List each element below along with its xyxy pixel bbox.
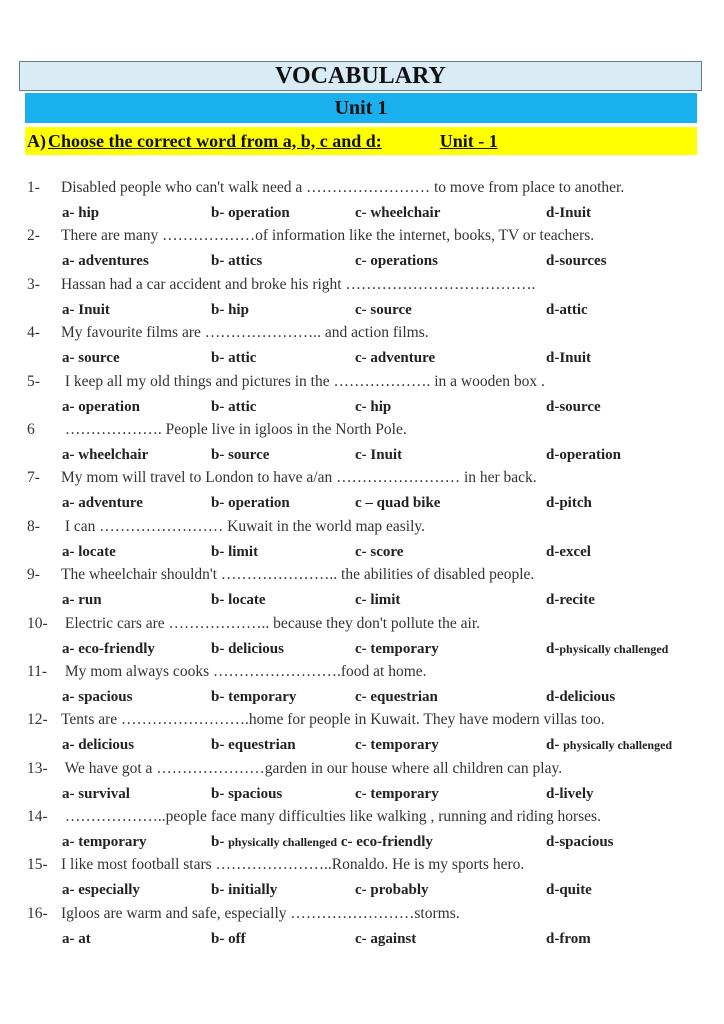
option-c[interactable]: c- score xyxy=(355,543,404,560)
option-d-small: physically challenged xyxy=(559,641,669,656)
question-number: 7- xyxy=(27,469,40,487)
option-c[interactable]: c- hip xyxy=(355,398,392,415)
option-b[interactable]: b- hip xyxy=(211,301,249,318)
option-b-small: physically challenged xyxy=(228,835,338,850)
question-item xyxy=(0,466,724,514)
option-c[interactable]: c- temporary xyxy=(355,640,439,657)
question-text: Tents are …………………….home for people in Kuwait. They have modern villas too. xyxy=(61,711,605,729)
question-item xyxy=(0,224,724,272)
option-b-prefix: b- xyxy=(211,834,229,851)
question-text: The wheelchair shouldn't ………………….. the abilities of disabled people. xyxy=(61,566,535,584)
question-line xyxy=(27,853,707,877)
question-number: 5- xyxy=(27,372,40,390)
option-d[interactable] xyxy=(546,638,668,660)
title-text: VOCABULARY xyxy=(275,62,446,89)
options-row xyxy=(0,831,724,853)
question-text: Disabled people who can't walk need a …………………… to move from place to another. xyxy=(61,179,625,196)
question-number: 1- xyxy=(27,179,40,196)
option-a[interactable]: a- wheelchair xyxy=(62,446,149,463)
option-d[interactable]: d-pitch xyxy=(546,495,592,512)
question-number: 10- xyxy=(27,614,48,632)
option-d[interactable]: d-sources xyxy=(546,253,607,270)
options-row xyxy=(0,250,724,272)
question-item xyxy=(0,515,724,563)
section-label: A) xyxy=(27,130,46,151)
question-line xyxy=(27,757,707,781)
question-line xyxy=(27,612,707,636)
option-a[interactable]: a- spacious xyxy=(62,688,133,705)
question-text: There are many ………………of information like the internet, books, TV or teachers. xyxy=(61,227,595,245)
question-number: 4- xyxy=(27,324,40,342)
option-c[interactable]: c- operations xyxy=(355,253,438,270)
question-item xyxy=(0,321,724,369)
options-row xyxy=(0,202,724,224)
question-line xyxy=(27,563,707,587)
options-row xyxy=(0,928,724,950)
question-line xyxy=(27,370,707,394)
question-line xyxy=(27,902,707,926)
question-text: Hassan had a car accident and broke his right ………………………………. xyxy=(61,275,536,293)
question-list xyxy=(0,176,724,950)
option-c[interactable]: c- probably xyxy=(355,882,429,899)
option-b[interactable]: b- limit xyxy=(211,543,259,560)
unit-text: Unit 1 xyxy=(334,96,388,119)
option-a[interactable]: a- Inuit xyxy=(62,301,110,318)
question-number: 6 xyxy=(27,420,35,438)
question-number: 12- xyxy=(27,711,48,729)
question-text: My mom always cooks …………………….food at home. xyxy=(61,662,427,680)
option-a[interactable]: a- locate xyxy=(62,543,116,560)
option-b[interactable]: b- locate xyxy=(211,592,266,609)
question-item xyxy=(0,612,724,660)
option-d-prefix: d- xyxy=(546,737,564,754)
question-item xyxy=(0,660,724,708)
options-row xyxy=(0,492,724,514)
unit-banner xyxy=(25,93,697,123)
option-b[interactable]: b- source xyxy=(211,446,270,463)
question-text: Electric cars are ……………….. because they don't pollute the air. xyxy=(61,614,480,632)
option-d[interactable]: d-attic xyxy=(546,301,588,318)
option-d[interactable]: d-Inuit xyxy=(546,205,592,221)
options-row xyxy=(0,444,724,466)
option-c-inline[interactable]: c- eco-friendly xyxy=(337,834,433,851)
options-row xyxy=(0,541,724,563)
question-text: ………………. People live in igloos in the North Pole. xyxy=(61,420,407,438)
question-line xyxy=(27,515,707,539)
option-c[interactable]: c- source xyxy=(355,301,412,318)
question-item xyxy=(0,805,724,853)
question-item xyxy=(0,370,724,418)
option-c[interactable]: c- Inuit xyxy=(355,446,403,463)
option-c[interactable]: c- equestrian xyxy=(355,688,438,705)
option-d[interactable]: d-lively xyxy=(546,785,594,802)
question-text: We have got a …………………garden in our house where all children can play. xyxy=(61,759,563,777)
options-row xyxy=(0,686,724,708)
option-d-small: physically challenged xyxy=(563,738,673,753)
option-d[interactable]: d-recite xyxy=(546,592,595,609)
option-b[interactable] xyxy=(211,831,433,853)
option-d[interactable]: d-quite xyxy=(546,882,592,899)
option-b[interactable]: b- attic xyxy=(211,398,257,415)
question-number: 11- xyxy=(27,662,48,680)
section-instruction: Choose the correct word from a, b, c and d: xyxy=(48,130,382,151)
question-line xyxy=(27,224,707,248)
option-b[interactable]: b- delicious xyxy=(211,640,284,657)
question-text: I can …………………… Kuwait in the world map easily. xyxy=(61,517,426,535)
option-a[interactable]: a- source xyxy=(62,350,120,367)
option-d[interactable]: d-excel xyxy=(546,543,591,560)
question-item xyxy=(0,418,724,466)
options-row xyxy=(0,396,724,418)
option-c[interactable]: c- limit xyxy=(355,592,401,609)
question-item xyxy=(0,853,724,901)
option-a[interactable]: a- at xyxy=(62,930,91,947)
option-c[interactable]: c- wheelchair xyxy=(355,205,441,221)
question-text: I keep all my old things and pictures in the ………………. in a wooden box . xyxy=(61,372,545,390)
option-a[interactable]: a- hip xyxy=(62,205,100,221)
question-item xyxy=(0,902,724,950)
question-number: 14- xyxy=(27,808,48,826)
option-a[interactable]: a- adventures xyxy=(62,253,149,270)
question-number: 8- xyxy=(27,517,40,535)
question-line xyxy=(27,418,707,442)
option-c[interactable]: c- temporary xyxy=(355,737,439,754)
question-text: ………………..people face many difficulties like walking , running and riding horses. xyxy=(61,808,601,826)
option-d[interactable]: d-source xyxy=(546,398,601,415)
section-heading xyxy=(25,127,697,155)
option-a[interactable]: a- eco-friendly xyxy=(62,640,155,657)
question-line xyxy=(27,708,707,732)
option-d[interactable]: d-from xyxy=(546,930,591,947)
option-d[interactable]: d-operation xyxy=(546,446,621,463)
option-d-prefix: d- xyxy=(546,640,560,657)
question-item xyxy=(0,757,724,805)
options-row xyxy=(0,299,724,321)
question-text: I like most football stars …………………..Ronaldo. He is my sports hero. xyxy=(61,856,525,874)
question-number: 13- xyxy=(27,759,48,777)
option-b[interactable]: b- temporary xyxy=(211,688,297,705)
option-b[interactable]: b- operation xyxy=(211,205,290,221)
option-d[interactable]: d-spacious xyxy=(546,834,614,851)
option-d[interactable]: d-delicious xyxy=(546,688,616,705)
option-b[interactable]: b- spacious xyxy=(211,785,283,802)
option-a[interactable]: a- especially xyxy=(62,882,140,899)
options-row xyxy=(0,734,724,756)
question-number: 3- xyxy=(27,275,40,293)
options-row xyxy=(0,783,724,805)
question-text: Igloos are warm and safe, especially ……………………storms. xyxy=(61,904,460,922)
question-text: My favourite films are ………………….. and action films. xyxy=(61,324,429,342)
question-item xyxy=(0,563,724,611)
section-unit: Unit - 1 xyxy=(439,130,498,151)
option-c[interactable]: c – quad bike xyxy=(355,495,441,512)
question-line xyxy=(27,805,707,829)
options-row xyxy=(0,347,724,369)
option-a[interactable]: a- temporary xyxy=(62,834,147,851)
option-c[interactable]: c- temporary xyxy=(355,785,439,802)
options-row xyxy=(0,879,724,901)
option-b[interactable]: b- initially xyxy=(211,882,278,899)
question-line xyxy=(27,321,707,345)
option-a[interactable]: a- survival xyxy=(62,785,130,802)
option-b[interactable]: b- equestrian xyxy=(211,737,296,754)
question-number: 9- xyxy=(27,566,40,584)
option-a[interactable]: a- operation xyxy=(62,398,140,415)
option-b[interactable]: b- operation xyxy=(211,495,290,512)
question-item xyxy=(0,176,724,224)
option-b[interactable]: b- attics xyxy=(211,253,263,270)
option-b[interactable]: b- attic xyxy=(211,350,257,367)
question-item xyxy=(0,273,724,321)
option-d[interactable] xyxy=(546,734,672,756)
options-row xyxy=(0,589,724,611)
option-a[interactable]: a- delicious xyxy=(62,737,135,754)
option-c[interactable]: c- adventure xyxy=(355,350,436,367)
option-c[interactable]: c- against xyxy=(355,930,417,947)
options-row xyxy=(0,638,724,660)
question-line xyxy=(27,176,707,200)
option-b[interactable]: b- off xyxy=(211,930,246,947)
page-title xyxy=(19,61,702,91)
option-d[interactable]: d-Inuit xyxy=(546,350,592,367)
question-line xyxy=(27,273,707,297)
question-number: 16- xyxy=(27,904,48,922)
option-a[interactable]: a- adventure xyxy=(62,495,143,512)
question-number: 2- xyxy=(27,227,40,245)
question-line xyxy=(27,660,707,684)
question-text: My mom will travel to London to have a/an …………………… in her back. xyxy=(61,469,537,487)
question-item xyxy=(0,708,724,756)
option-a[interactable]: a- run xyxy=(62,592,102,609)
question-line xyxy=(27,466,707,490)
question-number: 15- xyxy=(27,856,48,874)
